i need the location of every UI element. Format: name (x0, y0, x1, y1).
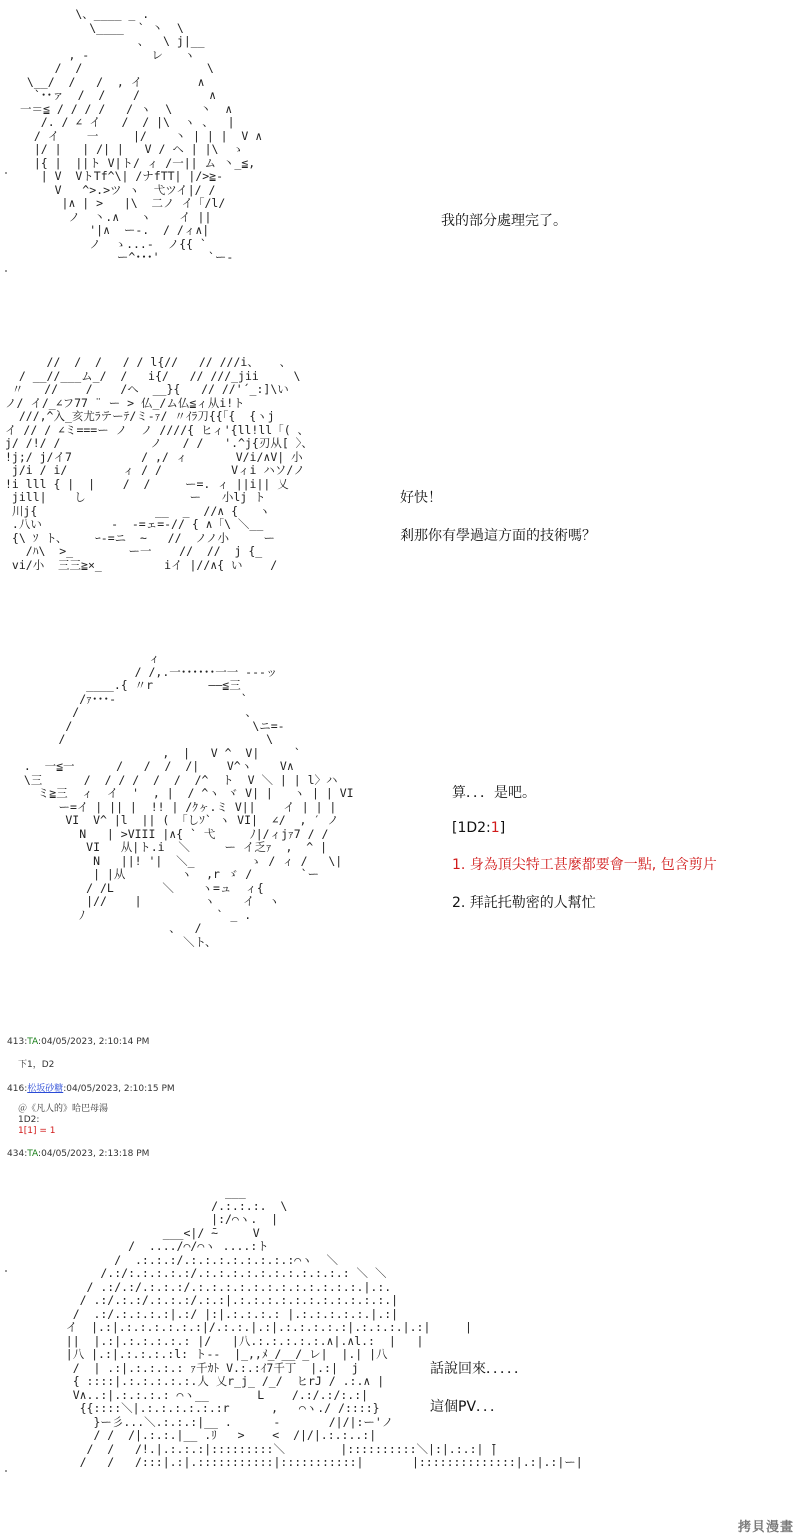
post-date: 04/05/2023, 2:10:15 PM (66, 1084, 175, 1094)
post-date: 04/05/2023, 2:10:14 PM (41, 1037, 150, 1047)
dice-roll-suffix: ] (499, 820, 506, 836)
post-author[interactable]: TA (27, 1149, 39, 1159)
ascii-art-panel-1: \、____ _ . \____ ` 丶 \ 、 \ j|__ , - レ ヽ / / \ \__/ / / , イ ∧ `･･ァ / / / ∧ 一＝≦ / / / / / ヽ \ 丶 ∧ /. / ∠ イ / / |\ ヽ 、 | / イ 一 |/ 丶 | | | V ∧ |/ | | /| | V / ヘ | |\ ゝ |{ | ||ト V|ト/ ィ /一|| ム 丶_≦, | V VトTf^\| /ナfTT| |/>≧- V ^>.>ツ ヽ 弋ツイ|/ / |∧ | > |\ 二ノ イ「/l/ ノ 丶.∧ ヽ イ || '|∧ ー-. / /ィ∧| ノ ゝ...- ノ{{ ` ー^･･･' `ー- (20, 7, 263, 264)
dialog-line: 算．．．是吧。 (452, 785, 536, 801)
dice-roll-prefix: [1D2: (452, 820, 491, 836)
post-number: 413 (7, 1037, 25, 1047)
dice-roll (452, 820, 717, 836)
margin-dot (5, 1470, 7, 1472)
post-author[interactable]: TA (27, 1037, 39, 1047)
watermark-logo: 拷貝漫畫 (737, 1520, 794, 1535)
option-2: 2. 拜託托勒密的人幫忙 (452, 895, 596, 911)
post-body (18, 1060, 54, 1071)
margin-dot (5, 172, 7, 174)
ascii-art-panel-2: // / / / / l{// // ///i、 、 / __//___ム_/ / i{/ // ///_jii \ 〃 // / /へ __}{ // //'´_:]\い ノ/ イ/_∠フ77 ¨ ー > 仏_/ム仏≦ィ从i!ト ///,^入_亥尤ﾗテーﾃ/ミ-ｧ/ 〃ｲﾗ刀{{「{ {ヽj イ // / ∠ミ===ー ノ ノ ////{ ヒィ'{ll!ll「( 、 j/ /!/ / ノ / / '.^j{刃从[ 〉、 !j;/ j/イ7 / ,/ ィ V/i/∧V| 小 j/i / i/ ィ / / Vィi ハソ/ノ !i lll { | | / / ー=. ィ ||i|| 乂 jill| し ー 小lj ト 川j{ __ _ //∧ { ヽ .八い - -=ェ=-// { ∧「\ ＼__ {\ ｿ ト、 ｰ-=ニ ~ // ノノ小 ー /ﾊ\ >_ ー一 // // j {_ vi/小 三三≧×_ iイ |//∧{ い / (5, 355, 313, 572)
ascii-art-panel-4: ___ /.:.:.:. \ |:/⌒ヽ. | ___<|/ ̄~ V / ..../⌒/⌒ヽ ....:ト / .:.:.:/.:.:.:.:.:.:.:.:⌒ヽ ＼ /.:/:.:.:.:.:/.:.:.:.:.:.:.:.:.:.:.: ＼ ＼ / .:/.:/.:.:.:/.:.:.:.:.:.:.:.:.:.:.:.:.|.:. / .:/.:.:/.:.:.:/.:.:|.:.:.:.:.:.:.:.:.:.:.:.| / .:/.:.:.:.:|.:/ |:|.:.:.:.: |.:.:.:.:.:.|.:| イ |.:|.:.:.:.:.:.:|/.:.:.|.:|.:.:.:.:.:|.:.:.:.|.:| | || |.:|.:.:.:.:.: |/ |八.:.:.:.:.:.∧|.∧l.: | | |八 |.:|.:.:.:.:l: ト-- |_,,ﾒ_/__/_レ| |.| |八 / | .:|.:.:.:.: ｧ千ｶﾄ V.:.:ｲ7千丁 |.:| j { ::::|.:.:.:.:.:.人 乂r_j_ /_/ ヒrJ / .:.∧ | V∧..:|.:.:.:.: ⌒ヽ__ L /.:/.:/:.:| {{::::＼|.:.:.:.:.:.:r , ⌒ヽ./ /::::} }ー彡...＼.:.:.:|__ . - /|/|:ー'ノ / / /|.:.:.|__ .ﾘ > < /|/|.:.:..:| / / /!.|.:.:.:|:::::::::＼ |::::::::::＼|:|.:.:| ̄| / / /:::|.:|.:::::::::::|:::::::::::| |::::::::::::::|.:|.:|ー| (65, 1185, 583, 1469)
dialog-panel-3 (452, 782, 717, 930)
dialog-line: 我的部分處理完了。 (441, 213, 567, 229)
margin-dot (5, 270, 7, 272)
post-date: 04/05/2023, 2:13:18 PM (41, 1149, 150, 1159)
dialog-panel-1 (441, 210, 567, 248)
post-text: 下1，D2 (18, 1060, 55, 1070)
dialog-panel-2 (400, 487, 596, 563)
post-text: ＠《凡人的》哈巴母湯 (18, 1104, 109, 1114)
post-header: 434:TA:04/05/2023, 2:13:18 PM (7, 1149, 150, 1159)
post-roll-result: 1[1] = 1 (18, 1126, 56, 1136)
post-author-link[interactable]: 松坂砂糖 (27, 1084, 64, 1094)
post-text: 1D2: (18, 1115, 40, 1125)
dialog-line: 話說回來．．．．． (430, 1361, 528, 1377)
margin-dot (5, 1270, 7, 1272)
dialog-line: 剎那你有學過這方面的技術嗎？ (400, 528, 596, 544)
dialog-line: 好快！ (400, 490, 442, 506)
post-body (18, 1104, 108, 1137)
post-header: 416:松坂砂糖:04/05/2023, 2:10:15 PM (7, 1084, 175, 1094)
dice-roll-value: 1 (490, 820, 500, 836)
dialog-panel-4 (430, 1358, 528, 1434)
post-number: 416 (7, 1084, 25, 1094)
option-1: 1. 身為頂尖特工甚麼都要會一點, 包含剪片 (452, 857, 717, 873)
post-number: 434 (7, 1149, 25, 1159)
ascii-art-panel-3: ィ / /,.一･･････一一 ---ッ ____.{ 〃r ――≦三 /ｧ･･･- ` / 、 / \ニ=- / \ , | V ^ V| ` . 一≦一 / / / /| V^ヽ V∧ \三 / / / / / / /^ ト V ＼ | | l〉ハ ミ≧三 ィ イ ' , | / ^ヽ ヾ V| | ヽ | | VI ー=イ | || | !! | /ｸヶ.ミ V|| イ | | | VI V^ |l || ( 「しｿ` ヽ VI| ∠/ , ′ ノ N | >VIII |∧{ ` 弋 ﾉ|/ィjｧ7 / / VI 从|ト.i ＼ ー イ乏ｧ , ^ | N ||! '| ＼_ ゝ / ィ / \| | |从 ヽ ,r ゞ / `ー / /L ＼ ヽ=ュ ィ{ |// | ヽ イ ヽ ﾉ ` _ . 、 / ＼ト、 (23, 651, 354, 949)
dialog-line: 這個PV．．． (430, 1399, 505, 1415)
post-header: 413:TA:04/05/2023, 2:10:14 PM (7, 1037, 150, 1047)
